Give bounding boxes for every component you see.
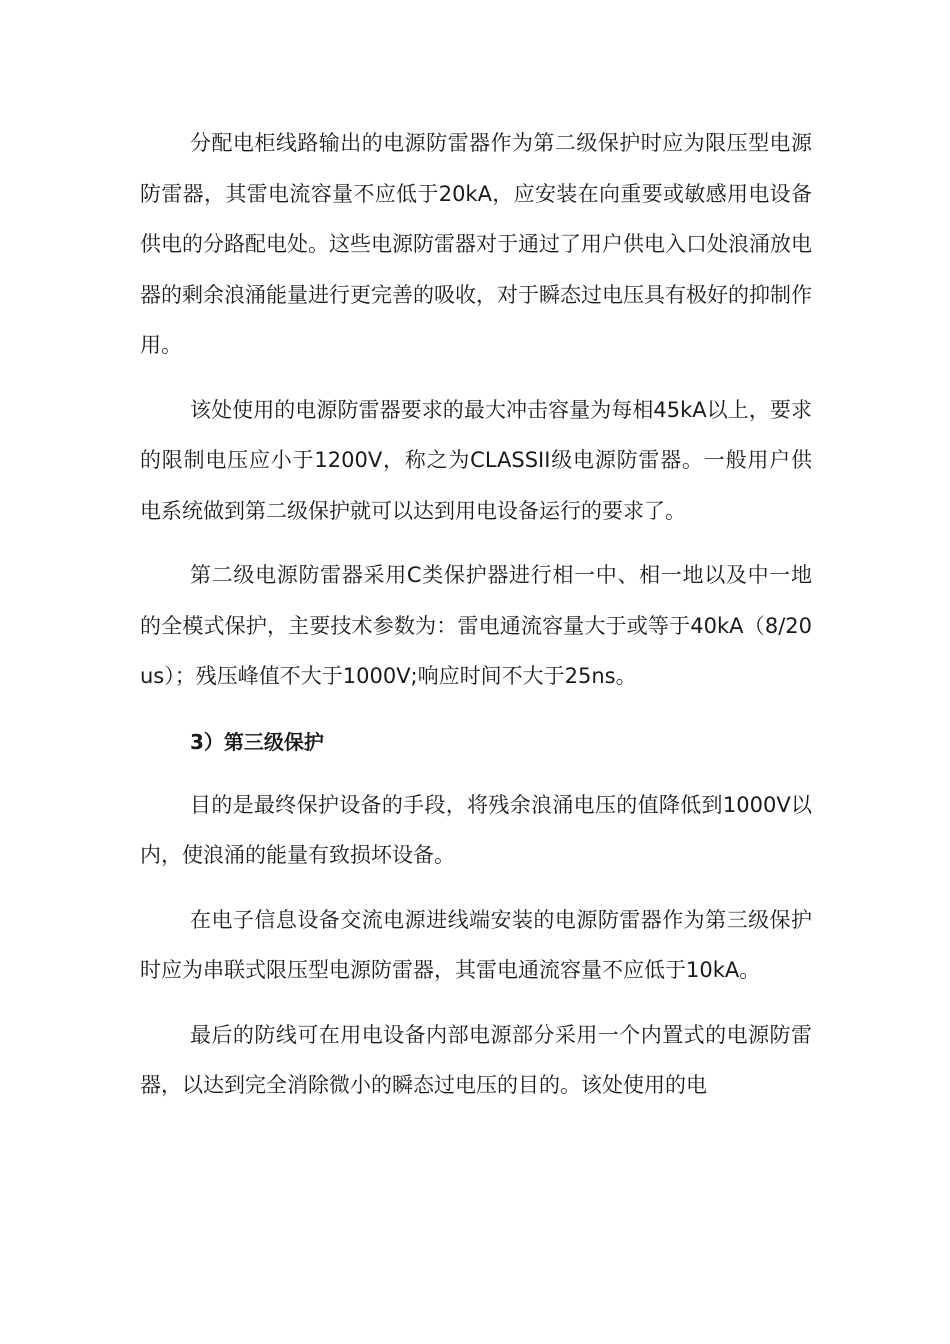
paragraph-third-level-installation: 在电子信息设备交流电源进线端安装的电源防雷器作为第三级保护时应为串联式限压型电源防雷器，其雷电通流容量不应低于10kA。 [140, 907, 812, 982]
paragraph-third-level-purpose: 目的是最终保护设备的手段，将残余浪涌电压的值降低到1000V以内，使浪涌的能量有致损坏设备。 [140, 792, 812, 867]
paragraph-class-ii-requirements: 该处使用的电源防雷器要求的最大冲击容量为每相45kA以上，要求的限制电压应小于1200V，称之为CLASSII级电源防雷器。一般用户供电系统做到第二级保护就可以达到用电设备运行的要求了。 [140, 397, 812, 523]
paragraph-final-defense: 最后的防线可在用电设备内部电源部分采用一个内置式的电源防雷器，以达到完全消除微小的瞬态过电压的目的。该处使用的电 [140, 1022, 812, 1097]
section-heading-third-level: 3）第三级保护 [190, 729, 324, 754]
paragraph-class-c-parameters: 第二级电源防雷器采用C类保护器进行相一中、相一地以及中一地的全模式保护，主要技术参数为：雷电通流容量大于或等于40kA（8/20us）；残压峰值不大于1000V;响应时间不大于25ns。 [140, 563, 812, 688]
document-page [140, 118, 812, 1111]
paragraph-second-level-distribution: 分配电柜线路输出的电源防雷器作为第二级保护时应为限压型电源防雷器，其雷电流容量不应低于20kA，应安装在向重要或敏感用电设备供电的分路配电处。这些电源防雷器对于通过了用户供电入口处浪涌放电器的剩余浪涌能量进行更完善的吸收，对于瞬态过电压具有极好的抑制作用。 [140, 131, 812, 357]
